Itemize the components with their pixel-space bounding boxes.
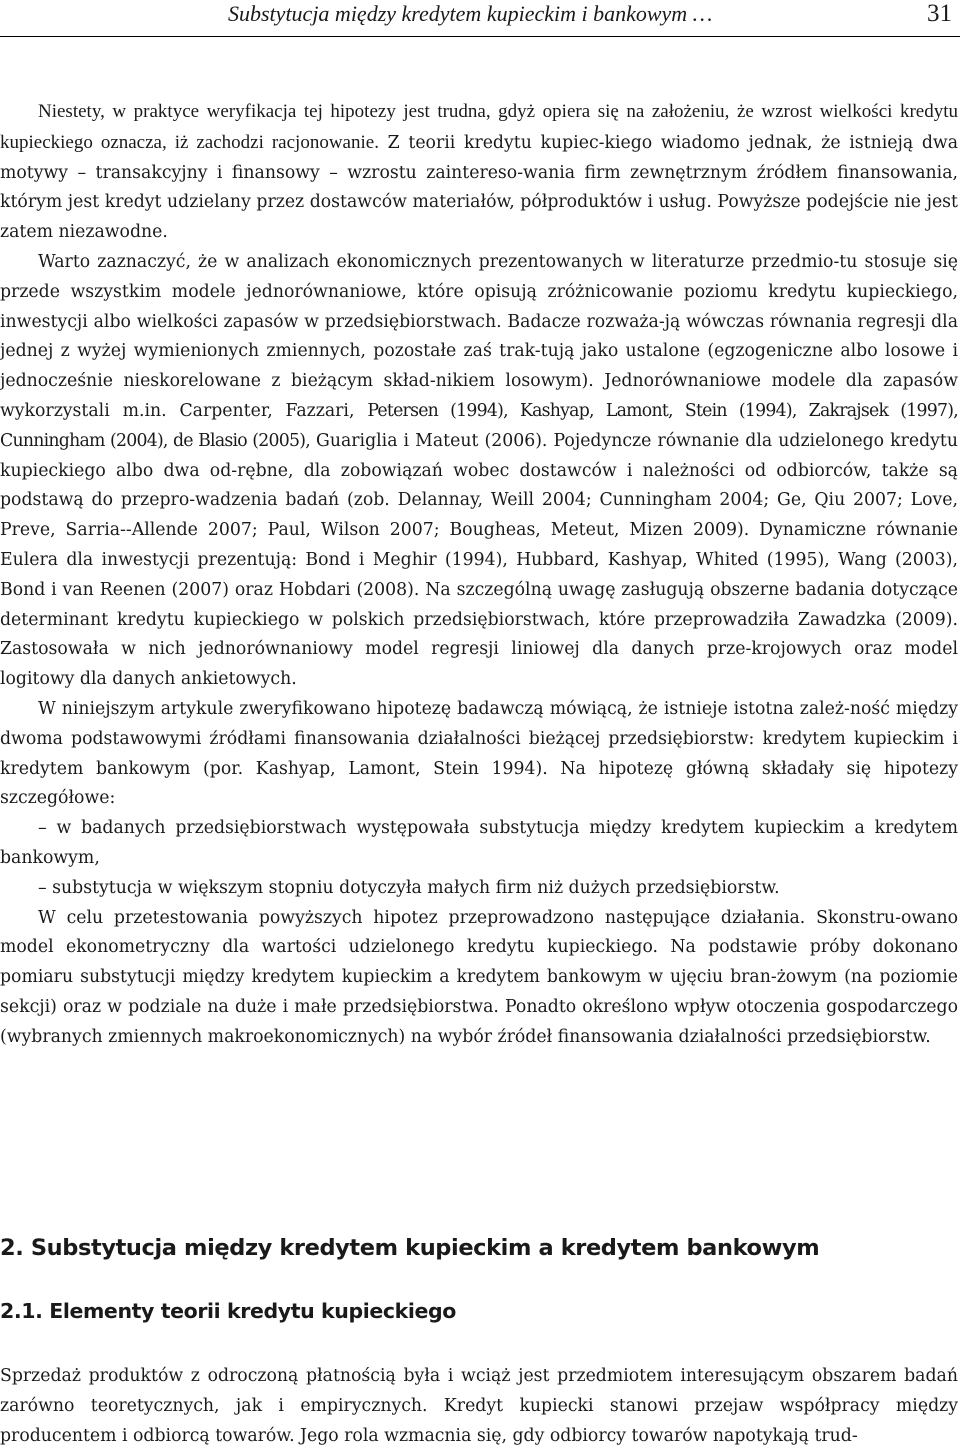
paragraph-1-first-part: Niestety, w praktyce weryfikacja tej hipotezy jest trudna, gdyż opiera się na założeniu, że wzrost wielkości kredytu kupieckiego oznacza, iż zachodzi racjonowanie. [0,101,958,153]
body-text [0,97,958,1053]
paragraph-3: W niniejszym artykule zweryfikowano hipotezę badawczą mówiącą, że istnieje istotna zależ-ność między dwoma podstawowymi źródłami finansowania działalności bieżącej przedsiębiorstw: kredytem kupieckim i kredytem bankowym (por. Kashyap, Lamont, Stein 1994). Na hipotezę główną składały się hipotezy szczegółowe: [0,698,958,809]
paragraph-4: W celu przetestowania powyższych hipotez przeprowadzono następujące działania. Skonstru-owano model ekonometryczny dla wartości udzielonego kredytu kupieckiego. Na podstawie próby dokonano pomiaru substytucji między kredytem kupieckim a kredytem bankowym w ujęciu bran-żowym (na poziomie sekcji) oraz w podziale na duże i małe przedsiębiorstwa. Ponadto określono wpływ otoczenia gospodarczego (wybranych zmiennych makroekonomicznych) na wybór źródeł finansowania działalności przedsiębiorstw. [0,907,958,1047]
paragraph-2-last-part: Guariglia i Mateut (2006). Pojedyncze równanie dla udzielonego kredytu kupieckiego albo dwa od-rębne, dla zobowiązań wobec dostawców i należności od odbiorców, także są podstawą do przepro-wadzenia badań (zob. Delannay, Weill 2004; Cunningham 2004; Ge, Qiu 2007; Love, Preve, Sarria--Allende 2007; Paul, Wilson 2007; Bougheas, Meteut, Mizen 2009). Dynamiczne równanie Eulera dla inwestycji prezentują: Bond i Meghir (1994), Hubbard, Kashyap, Whited (1995), Wang (2003), Bond i van Reenen (2007) oraz Hobdari (2008). Na szczególną uwagę zasługują obszerne badania dotyczące determinant kredytu kupieckiego w polskich przedsiębiorstwach, które przeprowadziła Zawadzka (2009). Zastosowała w nich jednorównaniowy model regresji liniowej dla danych prze-krojowych oraz model logitowy dla danych ankietowych. [0,430,958,690]
section-heading: 2. Substytucja między kredytem kupieckim a kredytem bankowym [0,1235,820,1261]
running-title: Substytucja między kredytem kupieckim i bankowym … [228,1,713,26]
paragraph-2-first-part: Warto zaznaczyć, że w analizach ekonomicznych prezentowanych w literaturze przedmio-tu stosuje się przede wszystkim modele jednorównaniowe, które opisują zróżnicowanie poziomu kredytu kupieckiego, inwestycji albo wielkości zapasów w przedsiębiorstwach. Badacze rozważa-ją wówczas równania regresji dla jednej z wyżej wymienionych zmiennych, pozostałe zaś trak-tują jako ustalone (egzogeniczne albo losowe i jednocześnie nieskorelowane z bieżącym skład-nikiem losowym). Jednorównaniowe modele dla zapasów wykorzystali m.in. Carpenter, Fazzari, [0,251,958,421]
paragraph-2-references: Petersen (1994), Kashyap, Lamont, Stein (1994), Zakrajsek (1997), Cunningham (2004), de Blasio (2005), [0,400,959,451]
subsection-heading: 2.1. Elementy teorii kredytu kupieckiego [0,1299,456,1323]
list-item: – substytucja w większym stopniu dotyczyła małych firm niż dużych przedsiębiorstw. [38,877,780,898]
paragraph-1-second-part: Z teorii kredytu kupiec-kiego wiadomo jednak, że istnieją dwa motywy – transakcyjny i finansowy – wzrostu zaintereso-wania firm zewnętrznym źródłem finansowania, którym jest kredyt udzielany przez dostawców materiałów, półproduktów i usług. Powyższe podejście nie jest zatem niezawodne. [0,132,959,243]
paragraph-2 [0,248,958,695]
running-header [0,0,960,37]
paragraph-5: Sprzedaż produktów z odroczoną płatnością była i wciąż jest przedmiotem interesującym obszarem badań zarówno teoretycznych, jak i empirycznych. Kredyt kupiecki stanowi przejaw współpracy między producentem i odbiorcą towarów. Jego rola wzmacnia się, gdy odbiorcy towarów napotykają trud- [0,1366,958,1446]
paragraph-1 [0,97,958,248]
paragraph-5-container [0,1362,958,1451]
list-item: – w badanych przedsiębiorstwach występowała substytucja między kredytem kupieckim a kredytem bankowym, [0,818,958,868]
page-number: 31 [927,0,952,27]
